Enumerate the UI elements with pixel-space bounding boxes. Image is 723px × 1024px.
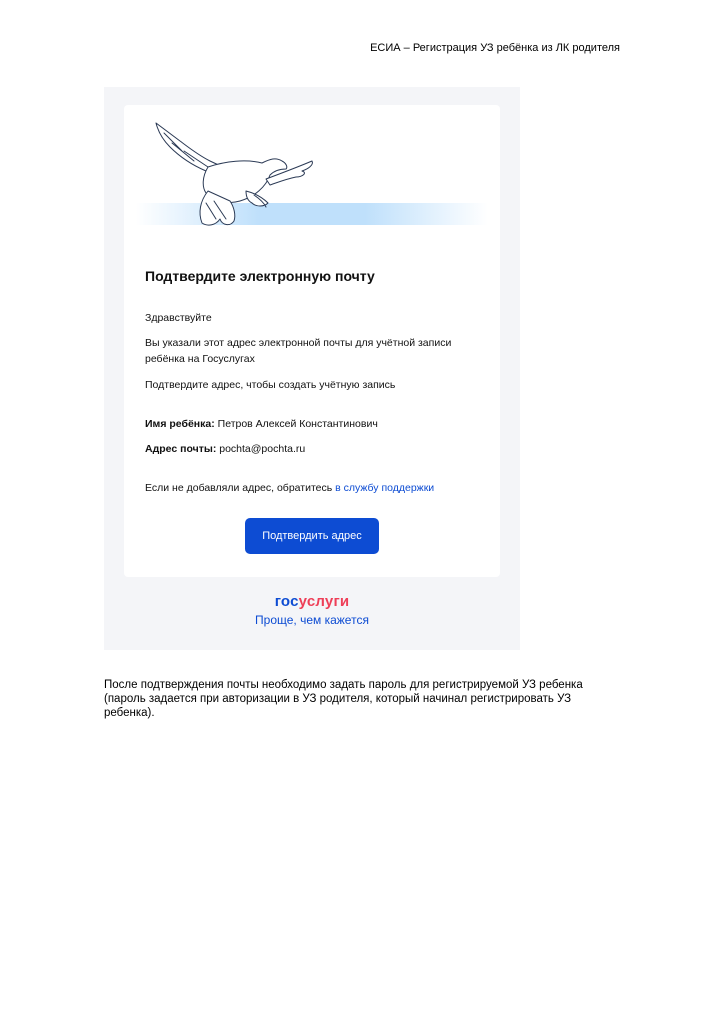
email-frame bbox=[104, 87, 520, 650]
child-name-label: Имя ребёнка: bbox=[145, 418, 215, 430]
confirm-address-button[interactable]: Подтвердить адрес bbox=[245, 518, 379, 554]
dove-icon bbox=[136, 121, 488, 229]
logo-part-uslugi: услуги bbox=[298, 593, 350, 610]
email-address-value: pochta@pochta.ru bbox=[216, 443, 306, 455]
child-name-row bbox=[145, 416, 378, 432]
support-text: Если не добавляли адрес, обратитесь bbox=[145, 482, 336, 494]
support-row bbox=[145, 480, 434, 496]
email-title: Подтвердите электронную почту bbox=[145, 268, 375, 284]
slogan: Проще, чем кажется bbox=[255, 613, 369, 627]
instruction-paragraph: После подтверждения почты необходимо задать пароль для регистрируемой УЗ ребенка (пароль задается при авторизации в УЗ родителя, который начинал регистрировать УЗ ребенка). bbox=[104, 679, 583, 719]
body-line-1: Вы указали этот адрес электронной почты для учётной записи ребёнка на Госуслугах bbox=[145, 337, 452, 365]
support-link[interactable]: в службу поддержки bbox=[335, 482, 435, 494]
email-card bbox=[124, 105, 500, 577]
gosuslugi-logo[interactable] bbox=[104, 593, 520, 610]
page-header: ЕСИА – Регистрация УЗ ребёнка из ЛК родителя bbox=[370, 42, 620, 54]
greeting-text: Здравствуйте bbox=[145, 312, 212, 324]
logo-part-gos: гос bbox=[274, 593, 299, 610]
body-line-2: Подтвердите адрес, чтобы создать учётную запись bbox=[145, 379, 396, 391]
email-address-row bbox=[145, 441, 305, 457]
child-name-value: Петров Алексей Константинович bbox=[214, 418, 378, 430]
dove-illustration bbox=[136, 121, 488, 229]
email-address-label: Адрес почты: bbox=[145, 443, 217, 455]
